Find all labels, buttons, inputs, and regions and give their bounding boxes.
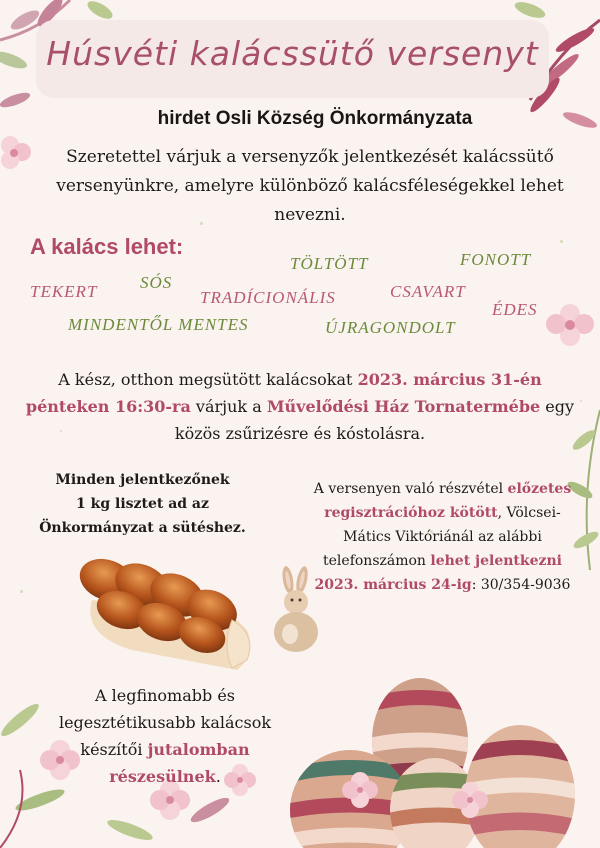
flower-left (0, 130, 40, 180)
speck (20, 590, 23, 593)
speck (560, 240, 563, 243)
registration-highlight: lehet jelentkezni (430, 553, 562, 569)
bunny-figure (266, 566, 326, 656)
prize-text-part: . (215, 767, 221, 786)
type-label: TÖLTÖTT (290, 254, 369, 273)
type-label: ÚJRAGONDOLT (325, 318, 456, 337)
prize-text-part: A legfinomabb és legesztétikusabb kalácsok készítői (58, 686, 272, 759)
subtitle: hirdet Osli Község Önkormányzata (157, 108, 473, 129)
braided-bread-image (72, 540, 257, 670)
delivery-text (20, 366, 580, 447)
type-label: TRADÍCIONÁLIS (200, 288, 336, 307)
flour-line: Önkormányzat a sütéshez. (39, 520, 246, 536)
type-label: FONOTT (460, 250, 532, 269)
types-heading: A kalács lehet: (30, 234, 184, 259)
flour-line: Minden jelentkezőnek (55, 472, 230, 488)
delivery-text-part: A kész, otthon megsütött kalácsokat (58, 370, 358, 389)
flower-right (540, 300, 600, 350)
page-title: Húsvéti kalácssütő versenyt (46, 34, 539, 73)
delivery-place: Művelődési Ház Tornatermébe (266, 397, 541, 416)
easter-eggs (280, 670, 600, 848)
prize-highlight: jutalomban részesülnek (109, 740, 250, 786)
delivery-date: 2023. március 31-én pénteken 16:30-ra (25, 370, 542, 416)
type-label: ÉDES (492, 300, 538, 319)
registration-text (305, 477, 580, 597)
type-label: CSAVART (390, 282, 466, 301)
registration-date: 2023. március 24-ig (314, 577, 472, 593)
delivery-text-part: várjuk a (190, 397, 267, 416)
registration-text-part: , Völcsei-Mátics Viktóriánál az alábbi telefonszámon (323, 505, 561, 569)
type-label: MINDENTŐL MENTES (68, 315, 249, 334)
intro-text: Szeretettel várjuk a versenyzők jelentkezését kalácssütő versenyünkre, amelyre különböző kalácsféleségekkel lehet nevezni. (56, 147, 564, 225)
type-label: SÓS (140, 273, 173, 292)
registration-phone: : 30/354-9036 (471, 577, 571, 593)
delivery-text-part: egy közös zsűrizésre és kóstolásra. (174, 397, 575, 443)
flour-line: 1 kg lisztet ad az (76, 496, 209, 512)
registration-highlight: előzetes regisztrációhoz kötött (324, 481, 572, 521)
prize-text (40, 682, 290, 790)
type-label: TEKERT (30, 282, 98, 301)
registration-text-part: A versenyen való részvétel (313, 481, 508, 497)
flour-info (20, 468, 265, 540)
